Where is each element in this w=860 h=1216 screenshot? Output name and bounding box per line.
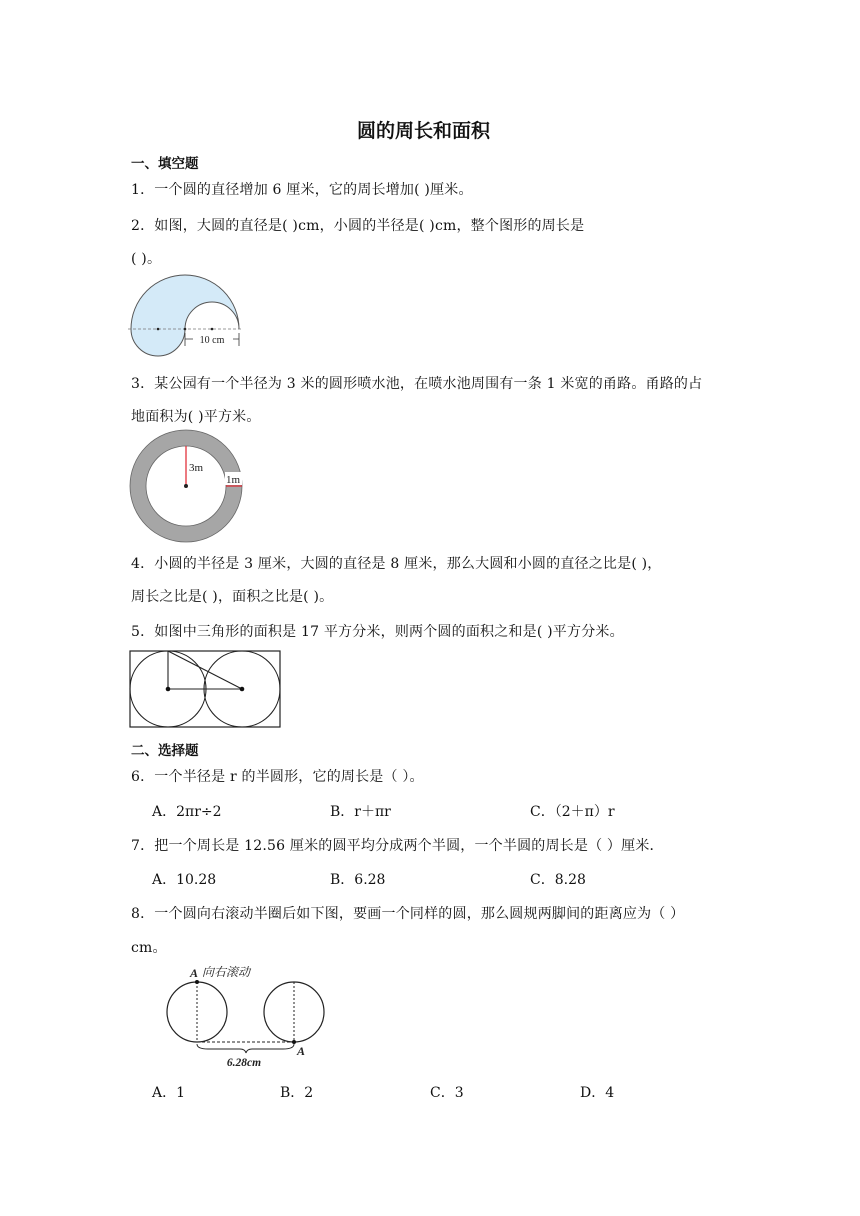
question-5: 5．如图中三角形的面积是 17 平方分米，则两个圆的面积之和是( )平方分米。	[131, 624, 624, 640]
figure-q8-label-a-bottom: A	[297, 1044, 306, 1058]
figure-q8-brace	[197, 1044, 294, 1053]
figure-q8-label-distance: 6.28cm	[226, 1057, 262, 1069]
question-2-line-2: ( )。	[131, 251, 162, 267]
figure-q5-circles-triangle	[128, 648, 284, 730]
q6-option-b: B．r＋πr	[330, 804, 391, 820]
q6-option-c: C．（2＋π）r	[530, 804, 615, 820]
q8-option-b: B．2	[280, 1085, 314, 1101]
figure-q2-label: 10 cm	[199, 335, 225, 346]
figure-q3-center-dot	[184, 484, 188, 488]
question-1: 1．一个圆的直径增加 6 厘米，它的周长增加( )厘米。	[131, 182, 473, 198]
question-2-line-1: 2．如图，大圆的直径是( )cm，小圆的半径是( )cm，整个图形的周长是	[131, 218, 585, 234]
question-4-line-2: 周长之比是( )，面积之比是( )。	[131, 589, 334, 605]
question-4-line-1: 4．小圆的半径是 3 厘米，大圆的直径是 8 厘米，那么大圆和小圆的直径之比是( )，	[131, 556, 662, 572]
q8-option-a: A．1	[152, 1085, 186, 1101]
section-heading-fill-blank: 一、填空题	[131, 156, 199, 172]
question-3-line-2: 地面积为( )平方米。	[131, 409, 261, 425]
q7-option-c: C．8.28	[530, 872, 586, 888]
section-heading-choice: 二、选择题	[131, 743, 199, 759]
figure-q2-dot	[157, 328, 160, 331]
figure-q3-ring	[128, 428, 248, 544]
figure-q8-point-a-bottom	[292, 1040, 296, 1044]
q7-option-a: A．10.28	[152, 872, 217, 888]
question-6: 6．一个半径是 r 的半圆形，它的周长是（ ）。	[131, 769, 424, 785]
figure-q2-circles	[120, 272, 260, 362]
figure-q3-label-radius: 3m	[189, 462, 204, 474]
q7-option-b: B．6.28	[330, 872, 386, 888]
figure-q8-rolling-circle	[160, 962, 350, 1072]
question-3-line-1: 3．某公园有一个半径为 3 米的圆形喷水池，在喷水池周围有一条 1 米宽的甬路。甬路的占	[131, 376, 703, 392]
figure-q2-dot	[211, 328, 214, 331]
figure-q2-dot	[184, 328, 187, 331]
q8-option-d: D．4	[580, 1085, 615, 1101]
figure-q5-center-dot	[166, 687, 171, 692]
figure-q8-label-a-top: A	[190, 966, 199, 980]
figure-q8-point-a-top	[195, 980, 199, 984]
figure-q5-triangle	[168, 651, 242, 689]
question-8-line-2: cm。	[131, 940, 167, 956]
question-8-line-1: 8．一个圆向右滚动半圈后如下图，要画一个同样的圆，那么圆规两脚间的距离应为（ ）	[131, 906, 685, 922]
q8-option-c: C．3	[430, 1085, 464, 1101]
figure-q8-label-direction: 向右滚动	[202, 965, 251, 979]
figure-q3-label-width: 1m	[226, 474, 241, 486]
figure-q5-center-dot	[240, 687, 245, 692]
question-7: 7．把一个周长是 12.56 厘米的圆平均分成两个半圆，一个半圆的周长是（ ）厘米．	[131, 838, 664, 854]
q6-option-a: A．2πr÷2	[152, 804, 222, 820]
page-title: 圆的周长和面积	[357, 120, 491, 142]
